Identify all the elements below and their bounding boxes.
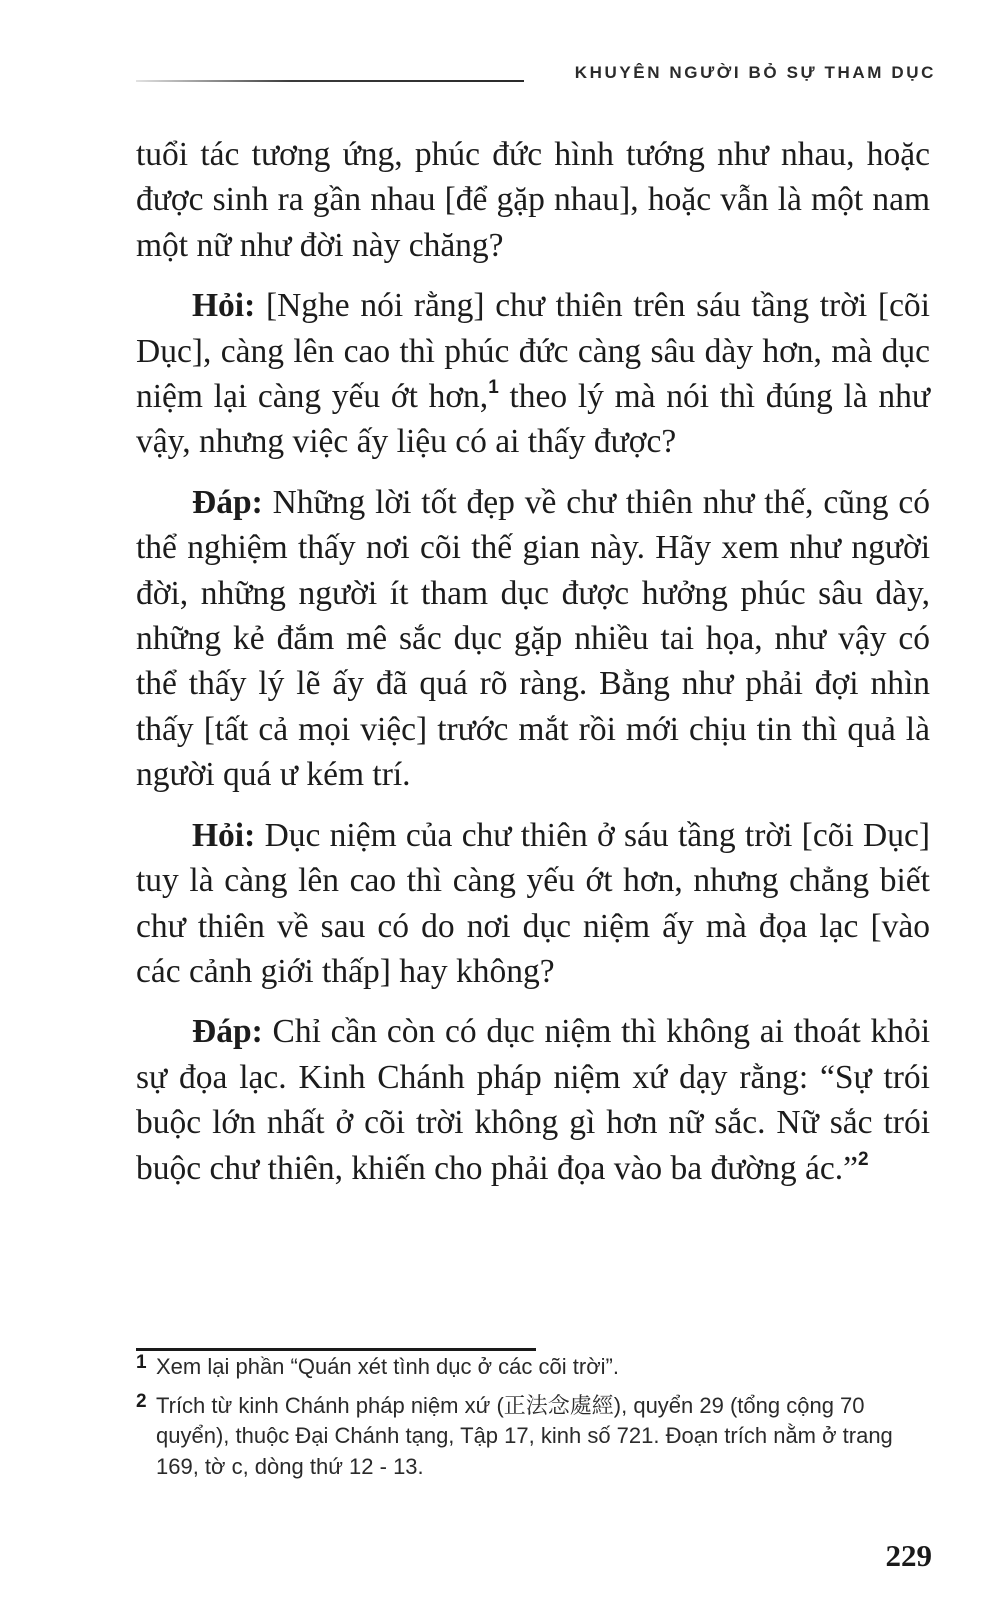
paragraph-question-2 [136, 813, 930, 995]
footnote-text: Trích từ kinh Chánh pháp niệm xứ (正法念處經), quyển 29 (tổng cộng 70 quyển), thuộc Đại Chánh tạng, Tập 17, kinh số 721. Đoạn trích nằm ở trang 169, tờ c, dòng thứ 12 - 13. [156, 1392, 893, 1479]
footnotes [136, 1352, 930, 1490]
footnote-number: 2 [136, 1390, 147, 1412]
paragraph-question-1 [136, 283, 930, 465]
header-rule [136, 80, 524, 82]
paragraph-answer-1 [136, 480, 930, 798]
paragraph-text: Chỉ cần còn có dục niệm thì không ai thoát khỏi sự đọa lạc. Kinh Chánh pháp niệm xứ dạy rằng: “Sự trói buộc lớn nhất ở cõi trời không gì hơn nữ sắc. Nữ sắc trói buộc chư thiên, khiến cho phải đọa vào ba đường ác.” [136, 1013, 930, 1187]
main-text [136, 132, 930, 1206]
footnote-1 [136, 1352, 930, 1383]
footnote-text: Xem lại phần “Quán xét tình dục ở các cõi trời”. [156, 1354, 619, 1379]
footnote-divider [136, 1348, 536, 1351]
answer-label: Đáp: [192, 1013, 263, 1051]
paragraph-text: Những lời tốt đẹp về chư thiên như thế, cũng có thể nghiệm thấy nơi cõi thế gian này. Hãy xem như người đời, những người ít tham dục được hưởng phúc sâu dày, những kẻ đắm mê sắc dục gặp nhiều tai họa, như vậy có thể thấy lý lẽ ấy đã quá rõ ràng. Bằng như phải đợi nhìn thấy [tất cả mọi việc] trước mắt rồi mới chịu tin thì quả là người quá ư kém trí. [136, 483, 930, 794]
paragraph-text: theo lý mà nói thì đúng là như vậy, nhưng việc ấy liệu có ai thấy được? [136, 378, 931, 461]
footnote-number: 1 [136, 1352, 147, 1373]
question-label: Hỏi: [192, 816, 256, 854]
running-title: KHUYÊN NGƯỜI BỎ SỰ THAM DỤC [574, 63, 936, 82]
answer-label: Đáp: [192, 483, 263, 521]
page-number: 229 [885, 1538, 932, 1573]
footnote-ref-2[interactable]: 2 [857, 1148, 869, 1170]
paragraph-answer-2 [136, 1009, 930, 1191]
paragraph-text: Dục niệm của chư thiên ở sáu tầng trời [cõi Dục] tuy là càng lên cao thì càng yếu ớt hơn, nhưng chẳng biết chư thiên về sau có do nơi dục niệm ấy mà đọa lạc [vào các cảnh giới thấp] hay không? [136, 816, 930, 990]
footnote-2 [136, 1391, 930, 1483]
paragraph-text: [Nghe nói rằng] chư thiên trên sáu tầng trời [cõi Dục], càng lên cao thì phúc đức càng sâu dày hơn, mà dục niệm lại càng yếu ớt hơn, [136, 287, 930, 416]
question-label: Hỏi: [192, 287, 256, 325]
paragraph-continuation: tuổi tác tương ứng, phúc đức hình tướng như nhau, hoặc được sinh ra gần nhau [để gặp nhau], hoặc vẫn là một nam một nữ như đời này chăng? [136, 136, 930, 264]
footnote-ref-1[interactable]: 1 [488, 377, 499, 399]
